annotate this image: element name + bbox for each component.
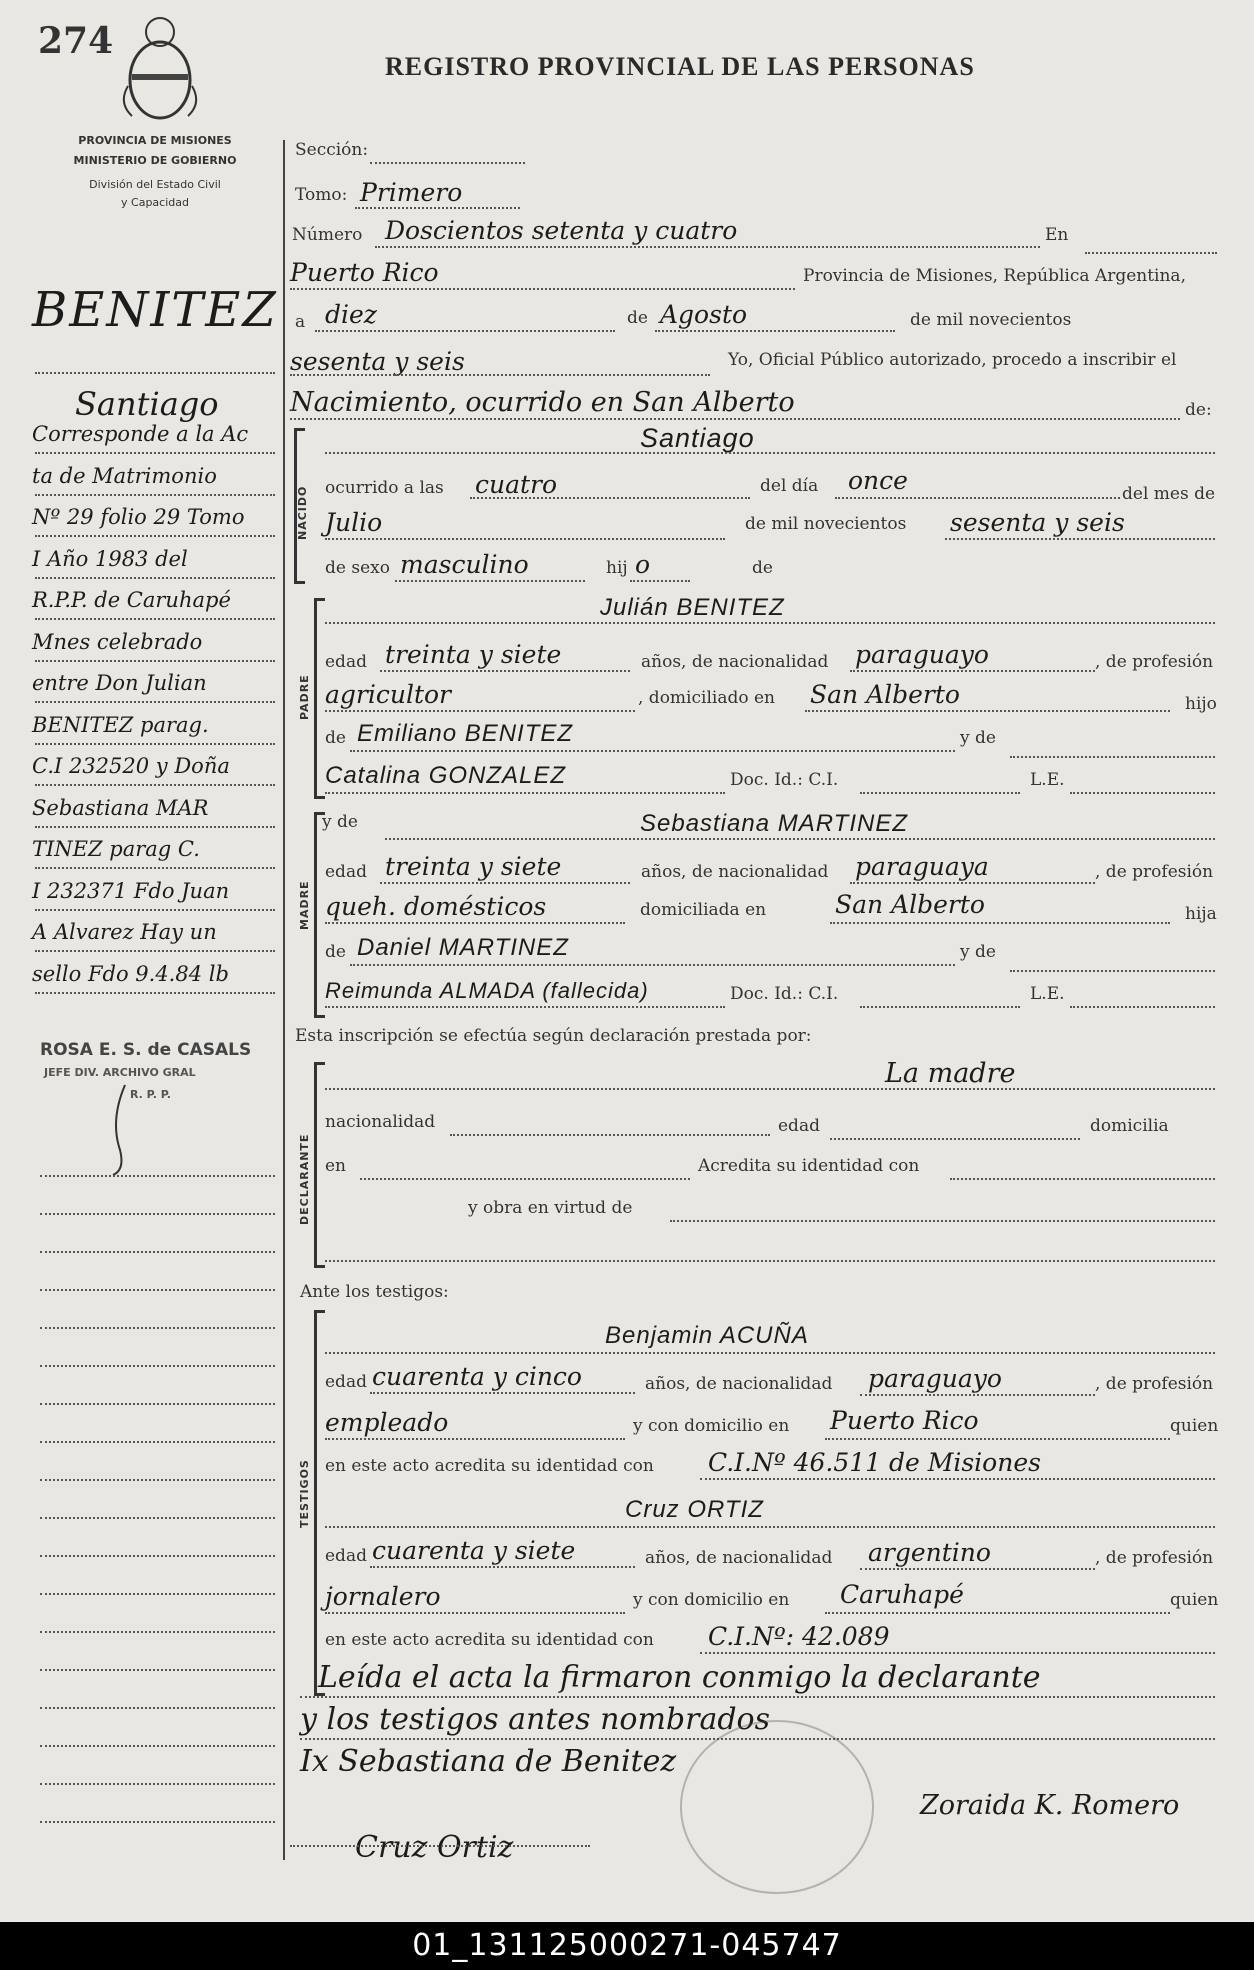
- margin-blank-rule: [40, 1365, 275, 1367]
- closing-line-2: y los testigos antes nombrados: [300, 1702, 770, 1737]
- bracket-declarante: [314, 1062, 325, 1268]
- section-padre: PADRE: [298, 674, 311, 720]
- label-t2-anos: años, de nacionalidad: [645, 1548, 833, 1568]
- rule-anio: [290, 374, 710, 376]
- value-t2-id: C.I.Nº: 42.089: [708, 1622, 890, 1651]
- rule-le-m: [1070, 1006, 1215, 1008]
- value-numero: Doscientos setenta y cuatro: [385, 216, 738, 245]
- rule-le-p: [1070, 792, 1215, 794]
- label-padre-anos: años, de nacionalidad: [641, 652, 829, 672]
- rule-t2-edad: [370, 1566, 635, 1568]
- rule-madre-prof: [325, 922, 625, 924]
- rule-madre-nombre: [385, 838, 1215, 840]
- label-t1-prof: , de profesión: [1095, 1374, 1214, 1394]
- rule-lugar: [290, 288, 795, 290]
- margin-note-rule: [35, 577, 275, 579]
- margin-note-line: Sebastiana MAR: [32, 795, 209, 820]
- label-y-de-m: y de: [960, 942, 996, 962]
- rule-decl-extra: [325, 1260, 1215, 1262]
- label-y-de-madre: y de: [322, 812, 358, 832]
- label-inscripcion: Esta inscripción se efectúa según declaración prestada por:: [295, 1026, 812, 1046]
- value-mes: Agosto: [660, 300, 748, 329]
- value-t2-nac: argentino: [868, 1538, 991, 1567]
- margin-note-rule: [35, 743, 275, 745]
- value-t2-edad: cuarenta y siete: [372, 1536, 576, 1565]
- value-mes-nac: Julio: [325, 508, 383, 537]
- closing-line-3: Ix Sebastiana de Benitez: [300, 1744, 677, 1779]
- margin-blank-rule: [40, 1631, 275, 1633]
- value-anio-nac: sesenta y seis: [950, 508, 1125, 537]
- label-de-abuelo-p: de: [325, 728, 346, 748]
- margin-stamp-line-1: ROSA E. S. de CASALS: [40, 1040, 252, 1060]
- label-ante: Ante los testigos:: [300, 1282, 449, 1302]
- label-de-abuelo-m: de: [325, 942, 346, 962]
- rule-y-de-m: [1010, 970, 1215, 972]
- label-decl-en: en: [325, 1156, 347, 1176]
- value-abuelo-p: Emiliano BENITEZ: [357, 720, 574, 747]
- rule-nombre: [325, 452, 1215, 454]
- rule-decl-edad: [830, 1138, 1080, 1140]
- rule-testigo-1: [325, 1352, 1215, 1354]
- rule-t2-prof: [325, 1612, 625, 1614]
- value-madre-nac: paraguaya: [855, 852, 989, 881]
- margin-note-line: A Alvarez Hay un: [32, 920, 217, 944]
- rule-t2-nac: [860, 1568, 1095, 1570]
- margin-blank-rule: [40, 1593, 275, 1595]
- column-separator: [283, 140, 285, 1860]
- label-de-padres: de: [752, 558, 773, 578]
- margin-blank-rule: [40, 1555, 275, 1557]
- label-doc-id-m: Doc. Id.: C.I.: [730, 984, 839, 1004]
- rule-y-de: [1010, 756, 1215, 758]
- margin-note-line: TINEZ parag C.: [32, 837, 200, 861]
- value-padre-dom: San Alberto: [810, 680, 960, 709]
- margin-note-rule: [35, 535, 275, 537]
- margin-blank-rule: [40, 1403, 275, 1405]
- value-padre-nac: paraguayo: [855, 640, 989, 669]
- rule-decl-nac: [450, 1134, 770, 1136]
- margin-note-rule: [35, 992, 275, 994]
- value-padre-prof: agricultor: [325, 680, 452, 709]
- rule-dia-nac: [835, 497, 1120, 499]
- label-padre-prof: , de profesión: [1095, 652, 1214, 672]
- label-tomo: Tomo:: [295, 185, 348, 205]
- margin-blank-rule: [40, 1251, 275, 1253]
- margin-note-rule: [35, 494, 275, 496]
- label-oficial: Yo, Oficial Público autorizado, procedo a inscribir el: [728, 350, 1177, 370]
- value-hora: cuatro: [475, 470, 558, 499]
- label-decl-edad: edad: [778, 1116, 820, 1136]
- rule-t1-prof: [325, 1438, 625, 1440]
- label-y-de: y de: [960, 728, 996, 748]
- value-hij-suffix: o: [635, 550, 651, 579]
- rule-declarante: [325, 1088, 1215, 1090]
- rule-anio-nac: [945, 538, 1215, 540]
- label-a: a: [295, 312, 306, 332]
- rule-t1-dom: [825, 1438, 1170, 1440]
- value-padre-edad: treinta y siete: [385, 640, 562, 669]
- margin-note-line: sello Fdo 9.4.84 lb: [32, 961, 229, 986]
- label-le-m: L.E.: [1030, 984, 1065, 1004]
- section-nacido: NACIDO: [296, 485, 309, 540]
- rule-t2-dom: [825, 1612, 1170, 1614]
- rule-sexo: [395, 580, 585, 582]
- margin-note-line: ta de Matrimonio: [32, 463, 217, 488]
- label-madre-anos: años, de nacionalidad: [641, 862, 829, 882]
- value-abuela-m: Reimunda ALMADA (fallecida): [325, 978, 649, 1003]
- margin-blank-rule: [40, 1175, 275, 1177]
- value-t2-dom: Caruhapé: [840, 1580, 964, 1609]
- value-abuela-p: Catalina GONZALEZ: [325, 762, 567, 789]
- rule-mes-nac: [325, 538, 725, 540]
- label-t1-quien: quien: [1170, 1416, 1219, 1436]
- label-madre-dom: domiciliada en: [640, 900, 767, 920]
- margin-blank-rule: [40, 1707, 275, 1709]
- section-declarante: DECLARANTE: [298, 1133, 311, 1225]
- label-de-mil: de mil novecientos: [910, 310, 1072, 330]
- rule-padre-nac: [850, 670, 1095, 672]
- margin-blank-rule: [40, 1479, 275, 1481]
- margin-note-line: C.I 232520 y Doña: [32, 754, 230, 778]
- value-lugar: Puerto Rico: [290, 258, 439, 287]
- rule-obra: [670, 1220, 1215, 1222]
- label-t2-dom: y con domicilio en: [633, 1590, 790, 1610]
- value-declarante: La madre: [885, 1058, 1016, 1089]
- label-acredita: Acredita su identidad con: [698, 1156, 920, 1176]
- rule-en: [1085, 252, 1217, 254]
- value-padre-nombre: Julián BENITEZ: [600, 594, 785, 621]
- label-del-mes: del mes de: [1122, 484, 1216, 504]
- label-t1-acto: en este acto acredita su identidad con: [325, 1456, 654, 1476]
- margin-signature-mark: [95, 1080, 155, 1180]
- value-testigo-2: Cruz ORTIZ: [625, 1496, 764, 1523]
- margin-stamp-line-3: R. P. P.: [130, 1088, 171, 1101]
- margin-note-rule: [35, 909, 275, 911]
- margin-note-rule: [35, 867, 275, 869]
- margin-note-line: BENITEZ parag.: [32, 712, 209, 737]
- label-t2-quien: quien: [1170, 1590, 1219, 1610]
- value-testigo-1: Benjamin ACUÑA: [605, 1322, 809, 1349]
- rule-abuelo-m: [350, 964, 955, 966]
- label-padre-edad: edad: [325, 652, 367, 672]
- document-id-footer: 01_131125000271-045747: [0, 1922, 1254, 1970]
- label-de-mil-2: de mil novecientos: [745, 514, 907, 534]
- label-obra: y obra en virtud de: [468, 1198, 633, 1218]
- page-number: 274: [38, 20, 114, 62]
- value-madre-dom: San Alberto: [835, 890, 985, 919]
- label-ocurrido: ocurrido a las: [325, 478, 444, 498]
- margin-stamp-line-2: JEFE DIV. ARCHIVO GRAL: [44, 1066, 196, 1079]
- rule-abuela-m: [325, 1006, 725, 1008]
- margin-given-name: Santiago: [75, 385, 219, 423]
- rule-decl-en: [360, 1178, 690, 1180]
- margin-blank-rule: [40, 1441, 275, 1443]
- rule-madre-dom: [830, 922, 1170, 924]
- margin-blank-rule: [40, 1289, 275, 1291]
- official-stamp: [680, 1720, 874, 1894]
- rule-tomo: [355, 207, 520, 209]
- value-t1-id: C.I.Nº 46.511 de Misiones: [708, 1448, 1041, 1477]
- value-dia: diez: [325, 300, 377, 329]
- margin-note-line: I 232371 Fdo Juan: [32, 878, 230, 903]
- margin-note-rule: [35, 452, 275, 454]
- rule-t1-nac: [860, 1394, 1095, 1396]
- margin-note-rule: [35, 618, 275, 620]
- value-madre-edad: treinta y siete: [385, 852, 562, 881]
- value-t1-nac: paraguayo: [868, 1364, 1002, 1393]
- gov-line-2: MINISTERIO DE GOBIERNO: [73, 154, 237, 167]
- label-madre-prof: , de profesión: [1095, 862, 1214, 882]
- rule-acredita: [950, 1178, 1215, 1180]
- rule-madre-nac: [850, 882, 1095, 884]
- margin-rule: [35, 372, 275, 374]
- rule-numero: [375, 246, 1040, 248]
- label-madre-edad: edad: [325, 862, 367, 882]
- margin-surname: BENITEZ: [32, 282, 278, 338]
- rule-t1-edad: [370, 1392, 635, 1394]
- rule-acto: [290, 418, 1180, 420]
- margin-note-line: Corresponde a la Ac: [32, 422, 249, 446]
- page-title: REGISTRO PROVINCIAL DE LAS PERSONAS: [385, 52, 975, 81]
- label-numero: Número: [292, 225, 363, 245]
- label-t1-dom: y con domicilio en: [633, 1416, 790, 1436]
- rule-abuelo-p: [350, 750, 955, 752]
- rule-doc-id-p: [860, 792, 1020, 794]
- rule-closing-1: [300, 1696, 1215, 1698]
- rule-t2-id: [700, 1652, 1215, 1654]
- coat-of-arms-icon: [110, 8, 210, 128]
- margin-note-line: I Año 1983 del: [32, 546, 188, 571]
- margin-blank-rule: [40, 1517, 275, 1519]
- margin-blank-rule: [40, 1783, 275, 1785]
- value-madre-nombre: Sebastiana MARTINEZ: [640, 810, 908, 837]
- label-provincia: Provincia de Misiones, República Argentina,: [803, 266, 1186, 286]
- label-padre-dom: , domiciliado en: [638, 688, 775, 708]
- margin-note-line: R.P.P. de Caruhapé: [32, 588, 231, 612]
- value-t1-dom: Puerto Rico: [830, 1406, 979, 1435]
- gov-line-1: PROVINCIA DE MISIONES: [78, 134, 232, 147]
- value-dia-nac: once: [848, 466, 908, 495]
- margin-blank-rule: [40, 1213, 275, 1215]
- bracket-testigos: [314, 1310, 325, 1696]
- rule-padre-prof: [325, 710, 635, 712]
- signature-witness: Cruz Ortiz: [355, 1830, 514, 1865]
- label-del-dia: del día: [760, 476, 819, 496]
- value-t2-prof: jornalero: [325, 1582, 441, 1611]
- margin-note-rule: [35, 950, 275, 952]
- value-acto: Nacimiento, ocurrido en San Alberto: [290, 387, 795, 418]
- label-de-mes: de: [627, 308, 648, 328]
- value-t1-prof: empleado: [325, 1408, 449, 1437]
- rule-madre-edad: [380, 882, 630, 884]
- margin-note-rule: [35, 701, 275, 703]
- margin-note-line: entre Don Julian: [32, 671, 207, 695]
- margin-blank-rule: [40, 1669, 275, 1671]
- label-sexo: de sexo: [325, 558, 390, 578]
- rule-t1-id: [700, 1478, 1215, 1480]
- gov-line-3: División del Estado Civil: [89, 178, 221, 191]
- bracket-madre: [314, 812, 325, 1018]
- label-en: En: [1045, 225, 1069, 245]
- section-madre: MADRE: [298, 880, 311, 930]
- label-hijo: hijo: [1185, 694, 1217, 714]
- value-tomo: Primero: [360, 178, 463, 207]
- label-t2-prof: , de profesión: [1095, 1548, 1214, 1568]
- label-decl-dom: domicilia: [1090, 1116, 1169, 1136]
- label-t2-edad: edad: [325, 1546, 367, 1566]
- value-t1-edad: cuarenta y cinco: [372, 1362, 582, 1391]
- closing-line-1: Leída el acta la firmaron conmigo la declarante: [318, 1660, 1041, 1695]
- label-le-p: L.E.: [1030, 770, 1065, 790]
- value-abuelo-m: Daniel MARTINEZ: [357, 934, 569, 961]
- label-de-colon: de:: [1185, 400, 1212, 420]
- rule-testigo-2: [325, 1526, 1215, 1528]
- section-testigos: TESTIGOS: [298, 1459, 311, 1528]
- margin-note-line: Nº 29 folio 29 Tomo: [32, 505, 245, 529]
- rule-hij: [630, 580, 690, 582]
- rule-seccion: [370, 162, 525, 164]
- gov-line-4: y Capacidad: [121, 196, 189, 209]
- margin-blank-rule: [40, 1745, 275, 1747]
- label-t1-edad: edad: [325, 1372, 367, 1392]
- signature-official: Zoraida K. Romero: [920, 1790, 1180, 1821]
- label-hij: hij: [606, 558, 628, 578]
- rule-mes: [655, 330, 895, 332]
- margin-note-rule: [35, 826, 275, 828]
- rule-hora: [470, 497, 750, 499]
- label-t2-acto: en este acto acredita su identidad con: [325, 1630, 654, 1650]
- margin-blank-rule: [40, 1327, 275, 1329]
- bracket-padre: [314, 598, 325, 799]
- margin-blank-rule: [40, 1821, 275, 1823]
- margin-note-rule: [35, 660, 275, 662]
- margin-note-rule: [35, 784, 275, 786]
- label-seccion: Sección:: [295, 140, 369, 160]
- rule-padre-edad: [380, 670, 630, 672]
- rule-padre-nombre: [325, 622, 1215, 624]
- label-doc-id-p: Doc. Id.: C.I.: [730, 770, 839, 790]
- label-t1-anos: años, de nacionalidad: [645, 1374, 833, 1394]
- value-nombre: Santiago: [640, 423, 755, 453]
- value-madre-prof: queh. domésticos: [325, 892, 547, 921]
- rule-dia: [315, 330, 615, 332]
- label-hija: hija: [1185, 904, 1217, 924]
- value-anio: sesenta y seis: [290, 347, 465, 376]
- label-decl-nac: nacionalidad: [325, 1112, 436, 1132]
- rule-abuela-p: [325, 792, 725, 794]
- rule-doc-id-m: [860, 1006, 1020, 1008]
- value-sexo: masculino: [400, 550, 529, 579]
- rule-padre-dom: [805, 710, 1170, 712]
- rule-signature: [290, 1845, 590, 1847]
- margin-note-line: Mnes celebrado: [32, 629, 203, 654]
